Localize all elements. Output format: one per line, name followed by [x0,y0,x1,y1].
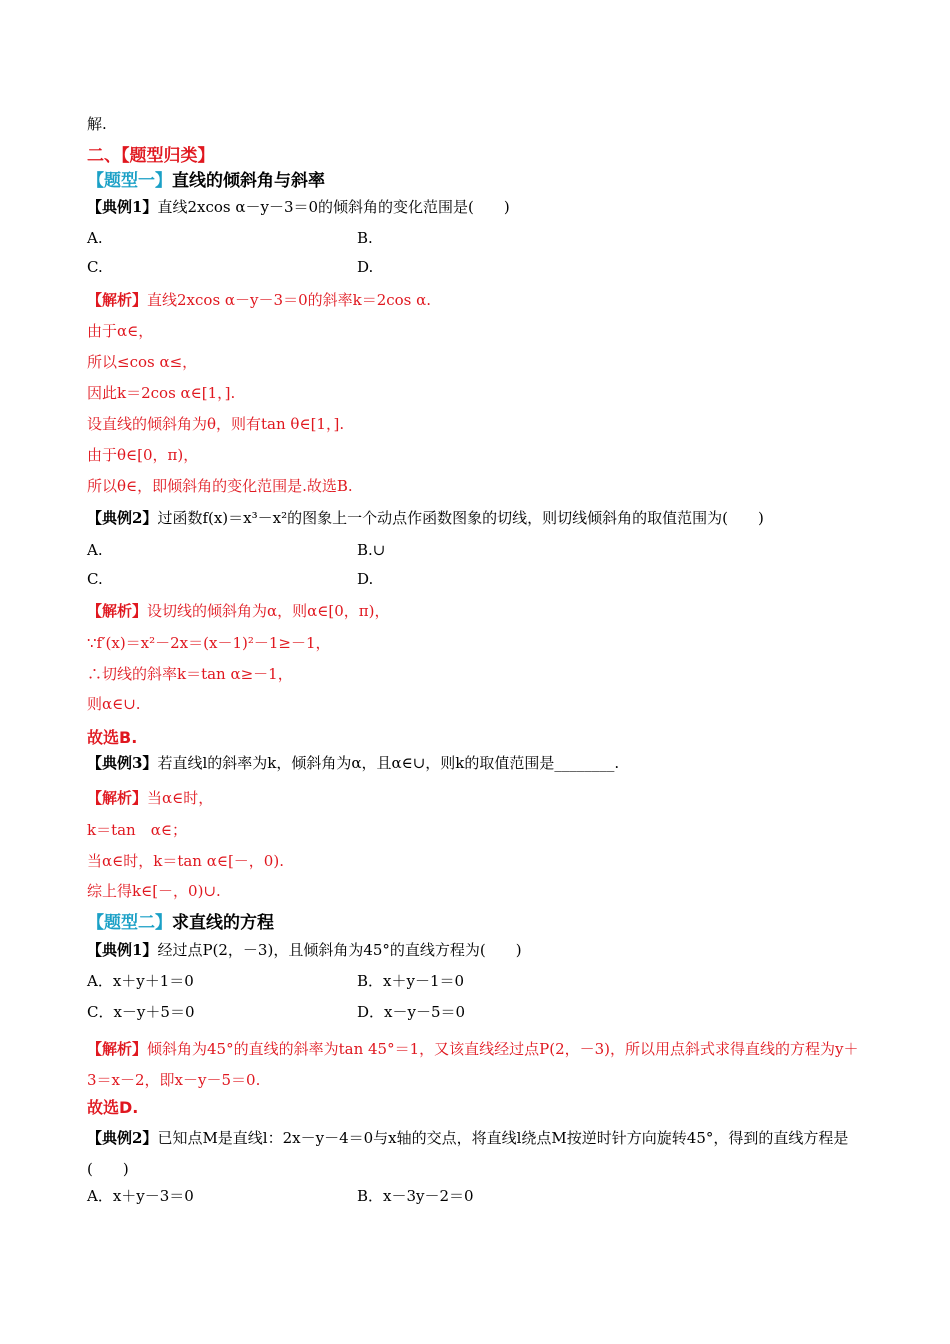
type2-ex1-opt-c: C．x－y＋5＝0 [87,1003,195,1021]
type1-label: 【题型一】 [87,171,172,191]
type2-title: 求直线的方程 [172,913,274,933]
ex-label: 【典例2】 [87,1129,158,1147]
ex-stem: 直线2xcos α－y－3＝0的倾斜角的变化范围是( ) [157,198,510,216]
type1-ex3-sol-line-3: 综上得k∈[－，0)∪. [87,882,221,900]
section-heading: 二、【题型归类】 [87,146,215,166]
ex-stem: 经过点P(2，－3)，且倾斜角为45°的直线方程为( ) [157,941,522,959]
type1-ex1-opt-b: B. [357,229,373,247]
type1-ex3-sol-line-1: k＝tan α∈； [87,821,187,839]
type2-ex2-opt-a: A．x＋y－3＝0 [87,1187,194,1205]
type1-ex2-opt-c: C. [87,570,103,588]
sol-text: 直线2xcos α－y－3＝0的斜率k＝2cos α. [147,291,432,309]
type2-ex2-opt-b: B．x－3y－2＝0 [357,1187,474,1205]
type2-ex1-stem [87,940,522,960]
type1-ex3-stem [87,753,619,773]
sol-text: 设切线的倾斜角为α，则α∈[0，π)， [147,602,390,620]
type1-ex2-sol-line-0 [87,601,390,621]
type2-label: 【题型二】 [87,913,172,933]
ex-stem: 已知点M是直线l：2x－y－4＝0与x轴的交点，将直线l绕点M按逆时针方向旋转45°，得到的直线方程是( ) [87,1129,849,1178]
type1-ex1-sol-line-1: 由于α∈， [87,322,154,340]
type1-title: 直线的倾斜角与斜率 [172,171,325,191]
type1-ex2-opt-a: A. [87,541,103,559]
type1-ex2-answer: 故选B. [87,728,138,747]
type2-ex1-answer: 故选D. [87,1098,139,1117]
type2-heading [87,913,274,933]
sol-label: 【解析】 [87,1040,148,1058]
type2-ex1-opt-a: A．x＋y＋1＝0 [87,972,194,990]
type1-ex1-sol-line-2: 所以≤cos α≤， [87,353,198,371]
type1-ex3-sol-line-2: 当α∈时，k＝tan α∈[－，0). [87,852,284,870]
type1-heading [87,171,325,191]
sol-label: 【解析】 [87,602,148,620]
sol-text: 当α∈时， [147,789,214,807]
sol-label: 【解析】 [87,789,148,807]
ex-label: 【典例1】 [87,941,158,959]
type1-ex1-stem [87,197,510,217]
type2-ex1-solution [87,1034,865,1096]
sol-text: 倾斜角为45°的直线的斜率为tan 45°＝1，又该直线经过点P(2，－3)，所以用点斜式求得直线的方程为y＋3＝x－2，即x－y－5＝0. [87,1040,859,1089]
ex-label: 【典例2】 [87,509,158,527]
type1-ex1-opt-d: D. [357,258,374,276]
type1-ex1-sol-line-0 [87,290,431,310]
type1-ex1-sol-line-6: 所以θ∈，即倾斜角的变化范围是.故选B. [87,477,353,495]
type1-ex2-stem [87,508,764,528]
type1-ex1-opt-a: A. [87,229,103,247]
type1-ex1-opt-c: C. [87,258,103,276]
type2-ex1-opt-b: B．x＋y－1＝0 [357,972,465,990]
ex-label: 【典例3】 [87,754,158,772]
type2-ex2-stem [87,1123,865,1185]
ex-label: 【典例1】 [87,198,158,216]
type2-ex1-opt-d: D．x－y－5＝0 [357,1003,466,1021]
type1-ex2-opt-d: D. [357,570,374,588]
type1-ex2-sol-line-2: ∴切线的斜率k＝tan α≥－1， [87,665,293,683]
top-line: 解. [87,115,107,133]
type1-ex2-opt-b: B.∪ [357,541,386,559]
type1-ex2-sol-line-1: ∵f′(x)＝x²－2x＝(x－1)²－1≥－1， [87,634,331,652]
type1-ex1-sol-line-3: 因此k＝2cos α∈[1，]. [87,384,236,402]
type1-ex3-sol-line-0 [87,788,213,808]
type1-ex2-sol-line-3: 则α∈∪. [87,695,141,713]
type1-ex1-sol-line-4: 设直线的倾斜角为θ，则有tan θ∈[1，]. [87,415,345,433]
ex-stem: 若直线l的斜率为k，倾斜角为α，且α∈∪，则k的取值范围是________. [157,754,620,772]
type1-ex1-sol-line-5: 由于θ∈[0，π)， [87,446,199,464]
ex-stem: 过函数f(x)＝x³－x²的图象上一个动点作函数图象的切线，则切线倾斜角的取值范围为( ) [157,509,764,527]
sol-label: 【解析】 [87,291,148,309]
